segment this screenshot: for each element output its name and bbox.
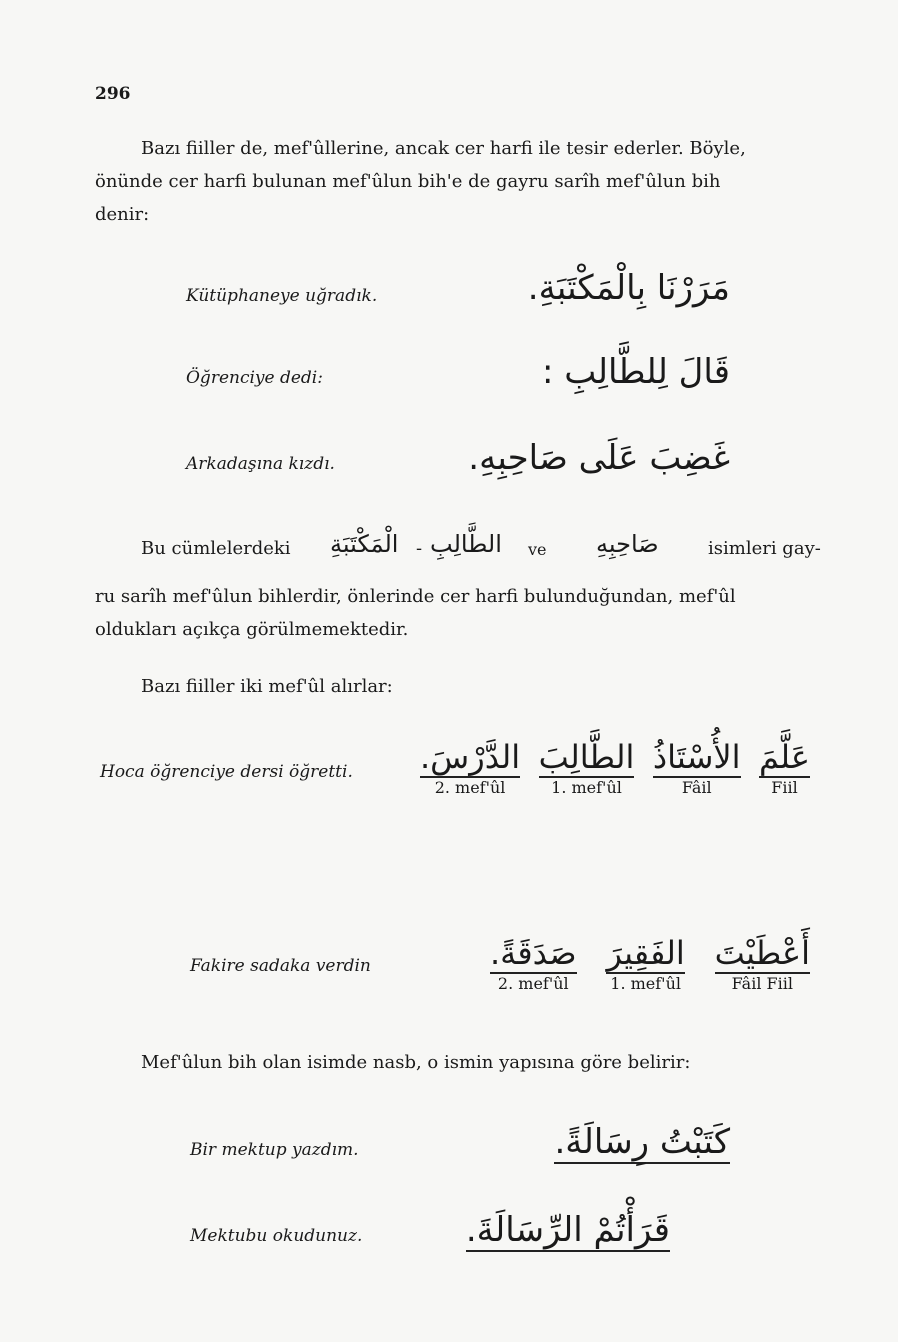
intro-line-1: Bazı fiiller de, mef'ûllerine, ancak cer harfi ile tesir ederler. Böyle, xyxy=(141,138,746,159)
mid-prefix: Bu cümlelerdeki xyxy=(141,538,291,559)
mid-line-3: oldukları açıkça görülmemektedir. xyxy=(95,619,409,640)
mid-word-1: الْمَكْتَبَةِ xyxy=(330,530,399,558)
example-b-word-label: Fiil xyxy=(771,778,798,797)
example-b-word-fail xyxy=(653,738,741,797)
example-d2-arabic: قَرَأْتُمْ الرِّسَالَةَ. xyxy=(465,1210,670,1250)
example-c-word-label: Fâil Fiil xyxy=(731,974,793,993)
example-c-word-ar: صَدَقَةً. xyxy=(490,934,577,972)
example-c-word-ar: أَعْطَيْتَ xyxy=(714,934,810,972)
example-c-word-label: 1. mef'ûl xyxy=(610,974,681,993)
example-b-turkish: Hoca öğrenciye dersi öğretti. xyxy=(100,762,353,782)
mid-line-2: ru sarîh mef'ûlun bihlerdir, önlerinde cer harfi bulunduğundan, mef'ûl xyxy=(95,586,736,607)
example-b-word-ar: الأُسْتَاذُ xyxy=(652,738,741,776)
example-b-word-ar: الدَّرْسَ. xyxy=(420,738,521,776)
example-a1-turkish: Kütüphaneye uğradık. xyxy=(186,286,378,306)
mid-word-2: الطَّالِبِ xyxy=(430,530,502,558)
example-a1-arabic: مَرَرْنَا بِالْمَكْتَبَةِ. xyxy=(527,268,730,308)
mid-dash: - xyxy=(416,538,423,559)
example-c-word-fiil xyxy=(715,934,810,993)
example-a2-arabic: قَالَ لِلطَّالِبِ : xyxy=(542,352,730,392)
example-a3-arabic: غَضِبَ عَلَى صَاحِبِهِ. xyxy=(468,438,730,478)
example-a3-turkish: Arkadaşına kızdı. xyxy=(186,454,335,474)
example-b-word-ar: عَلَّمَ xyxy=(759,738,810,776)
example-b-arabic-row xyxy=(420,738,810,797)
two-objects-intro: Bazı fiiller iki mef'ûl alırlar: xyxy=(141,676,393,697)
example-b-word-label: 2. mef'ûl xyxy=(434,778,506,797)
example-b-word-mefful1 xyxy=(539,738,635,797)
example-a2-turkish: Öğrenciye dedi: xyxy=(186,368,323,388)
example-c-word-ar: الفَقِيرَ xyxy=(606,934,685,972)
mid-suffix: isimleri gay- xyxy=(708,538,821,559)
example-b-word-fiil xyxy=(759,738,810,797)
example-b-word-label: 1. mef'ûl xyxy=(551,778,622,797)
mid-paragraph xyxy=(95,580,840,646)
example-b-word-ar: الطَّالِبَ xyxy=(538,738,635,776)
example-c-word-label: 2. mef'ûl xyxy=(497,974,569,993)
intro-line-3: denir: xyxy=(95,204,150,225)
intro-paragraph xyxy=(95,132,840,231)
mid-ve: ve xyxy=(528,540,547,559)
example-d1-turkish: Bir mektup yazdım. xyxy=(190,1140,359,1160)
nasb-line: Mef'ûlun bih olan isimde nasb, o ismin yapısına göre belirir: xyxy=(141,1052,691,1073)
mid-word-3: صَاحِبِهِ xyxy=(596,530,659,558)
example-b-word-label: Fâil xyxy=(681,778,712,797)
example-c-turkish: Fakire sadaka verdin xyxy=(190,956,371,976)
example-c-word-mefful1 xyxy=(606,934,684,993)
example-c-arabic-row xyxy=(490,934,810,993)
example-d2-turkish: Mektubu okudunuz. xyxy=(190,1226,363,1246)
intro-line-2: önünde cer harfi bulunan mef'ûlun bih'e de gayru sarîh mef'ûlun bih xyxy=(95,171,721,192)
example-c-word-mefful2 xyxy=(490,934,577,993)
example-d1-arabic: كَتَبْتُ رِسَالَةً. xyxy=(554,1122,730,1162)
example-b-word-mefful2 xyxy=(420,738,520,797)
page-number: 296 xyxy=(95,84,131,104)
